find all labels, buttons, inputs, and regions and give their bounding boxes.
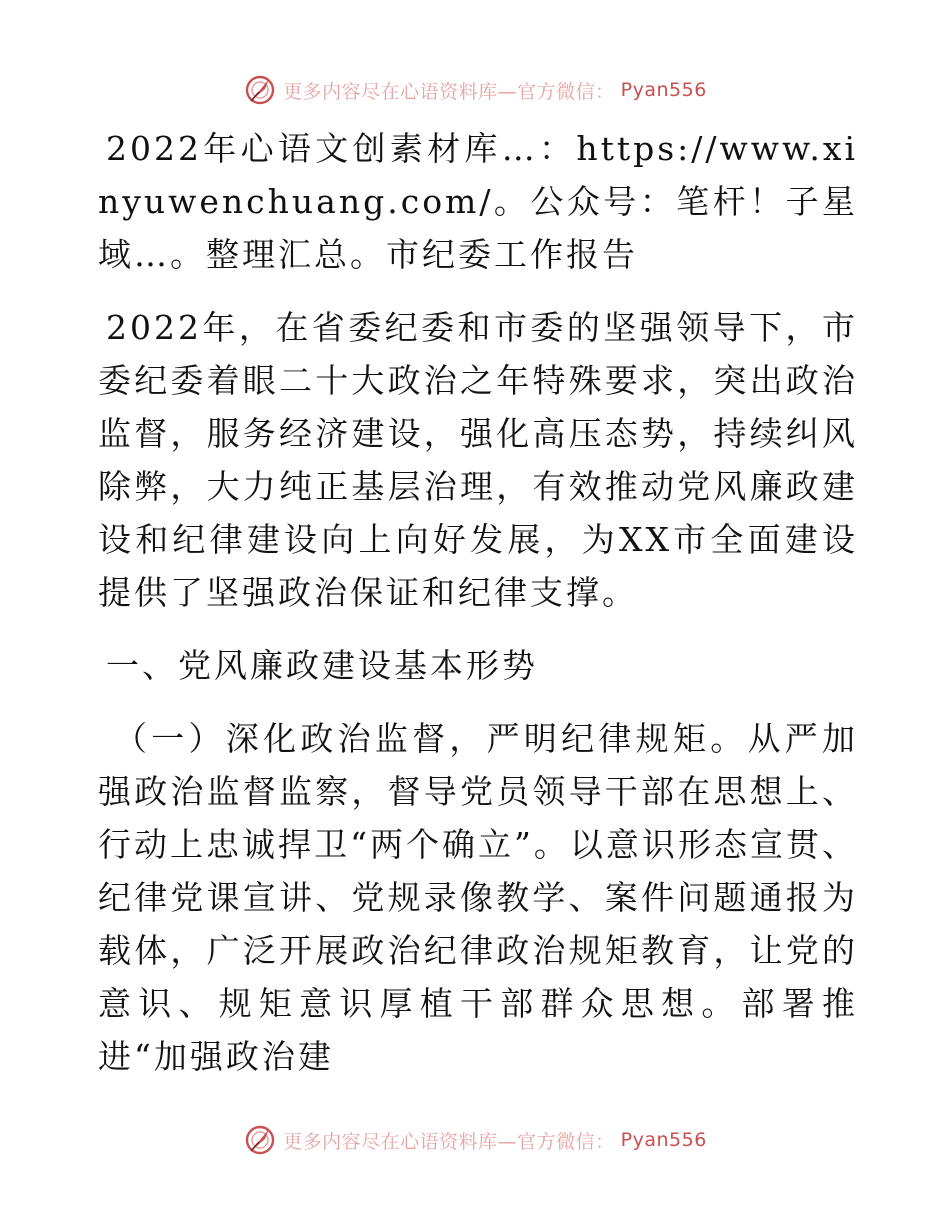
section-heading: 一、党风廉政建设基本形势 <box>106 646 538 685</box>
banner-text: 更多内容尽在心语资料库—官方微信： <box>283 1130 615 1153</box>
footer-banner <box>0 1120 950 1160</box>
banner-wechat-id: Pyan556 <box>620 79 707 101</box>
paragraph-section-1: （一）深化政治监督，严明纪律规矩。从严加强政治监督监察，督导党员领导干部在思想上、行动上忠诚捍卫“两个确立”。以意识形态宣贯、纪律党课宣讲、党规录像教学、案件问题通报为载体，广泛开展政治纪律政治规矩教育，让党的意识、规矩意识厚植干部群众思想。部署推进“加强政治建 <box>98 719 858 1076</box>
header-banner <box>0 70 950 110</box>
paragraph-source-info: 2022年心语文创素材库…：https://www.xinyuwenchuang.com/。公众号：笔杆！子星域…。整理汇总。市纪委工作报告 <box>98 129 858 274</box>
quill-pen-logo-icon <box>243 73 277 107</box>
paragraph-intro: 2022年，在省委纪委和市委的坚强领导下，市委纪委着眼二十大政治之年特殊要求，突出政治监督，服务经济建设，强化高压态势，持续纠风除弊，大力纯正基层治理，有效推动党风廉政建设和纪律建设向上向好发展，为XX市全面建设提供了坚强政治保证和纪律支撑。 <box>98 308 858 612</box>
banner-wechat-id: Pyan556 <box>620 1129 707 1151</box>
banner-text: 更多内容尽在心语资料库—官方微信： <box>283 80 615 103</box>
quill-pen-logo-icon <box>243 1123 277 1157</box>
document-body <box>98 122 858 1083</box>
